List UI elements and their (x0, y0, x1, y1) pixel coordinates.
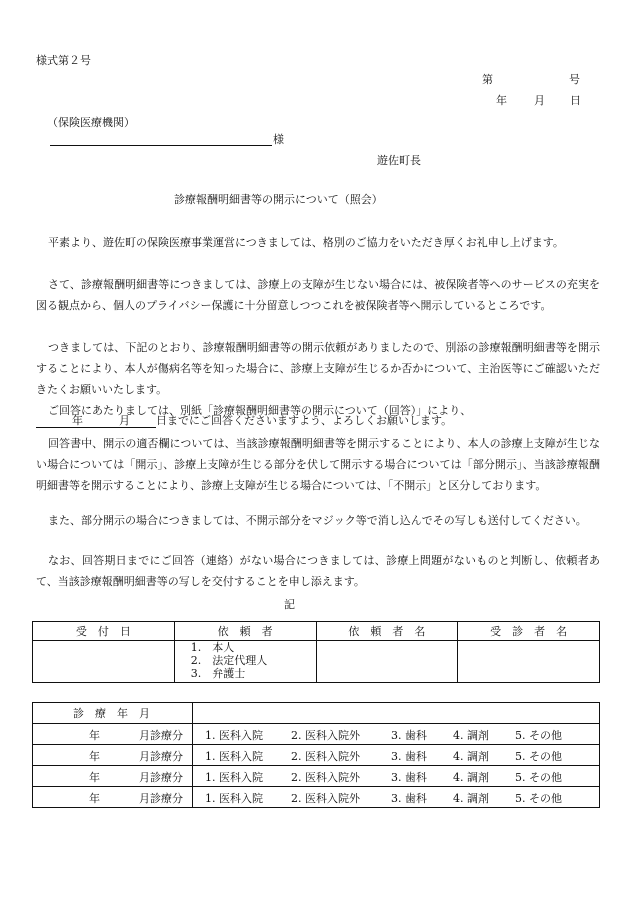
option-dental: 3. 歯科 (391, 729, 427, 742)
form-number: 様式第２号 (36, 54, 91, 67)
deadline-month-blank (83, 415, 119, 428)
row-options (193, 724, 600, 745)
treatment-row (33, 724, 600, 745)
cell-reception-date[interactable] (33, 641, 175, 683)
body-paragraph-3: つきましては、下記のとおり、診療報酬明細書等の開示依頼がありましたので、別添の診療報酬明細書等を開示することにより、本人が傷病名等を知った場合に、診療上支障が生じるか否かについて、主治医等にご確認いただきたくお願いいたします。 (36, 341, 600, 396)
document-title: 診療報酬明細書等の開示について（照会） (174, 193, 383, 206)
cell-requester-options (174, 641, 316, 683)
row-period (33, 745, 193, 766)
row-period (33, 724, 193, 745)
body-paragraph-4: ご回答にあたりましては、別紙「診療報酬明細書等の開示について（回答）」により、 (48, 404, 472, 417)
recipient-name-line (50, 133, 272, 146)
date-day: 日 (570, 94, 581, 107)
row-period (33, 766, 193, 787)
option-medical-outpatient: 2. 医科入院外 (291, 792, 360, 805)
body-paragraph-1: 平素より、遊佐町の保険医療事業運営につきましては、格別のご協力をいただき厚くお礼申し上げます。 (48, 236, 564, 249)
option-dental: 3. 歯科 (391, 750, 427, 763)
cell-patient-name[interactable] (458, 641, 600, 683)
deadline-month: 月 (119, 414, 130, 427)
date-month: 月 (534, 94, 545, 107)
deadline-line (36, 414, 452, 428)
header-requester-name: 依 頼 者 名 (316, 622, 458, 641)
doc-number-prefix: 第 (482, 73, 493, 86)
header-patient-name: 受 診 者 名 (458, 622, 600, 641)
option-medical-inpatient: 1. 医科入院 (205, 771, 263, 784)
treatment-row (33, 745, 600, 766)
option-dental: 3. 歯科 (391, 792, 427, 805)
deadline-text: 日までにご回答くださいますよう、よろしくお願いします。 (156, 414, 453, 427)
row-period (33, 787, 193, 808)
recipient-honorific: 様 (273, 133, 284, 146)
deadline-year: 年 (72, 414, 83, 427)
option-other: 5. その他 (515, 771, 562, 784)
option-other: 5. その他 (515, 792, 562, 805)
row-options (193, 787, 600, 808)
header-blank (193, 703, 600, 724)
row-month: 月診療分 (139, 750, 183, 763)
cell-requester-name[interactable] (316, 641, 458, 683)
body-paragraph-2: さて、診療報酬明細書等につきましては、診療上の支障が生じない場合には、被保険者等へのサービスの充実を図る観点から、個人のプライバシー保護に十分留意しつつこれを被保険者等へ開示しているところです。 (36, 278, 600, 312)
option-dental: 3. 歯科 (391, 771, 427, 784)
option-medical-outpatient: 2. 医科入院外 (291, 750, 360, 763)
header-requester: 依 頼 者 (174, 622, 316, 641)
date-year: 年 (496, 94, 507, 107)
treatment-row (33, 787, 600, 808)
row-year: 年 (89, 792, 100, 805)
row-options (193, 745, 600, 766)
deadline-year-blank (36, 415, 72, 428)
option-other: 5. その他 (515, 729, 562, 742)
row-year: 年 (89, 729, 100, 742)
requester-option-3: 3. 弁護士 (190, 667, 246, 680)
recipient-org-label: （保険医療機関） (47, 116, 135, 129)
row-month: 月診療分 (139, 792, 183, 805)
option-other: 5. その他 (515, 750, 562, 763)
header-reception-date: 受 付 日 (33, 622, 175, 641)
requester-option-2: 2. 法定代理人 (190, 654, 268, 667)
row-month: 月診療分 (139, 729, 183, 742)
row-month: 月診療分 (139, 771, 183, 784)
row-year: 年 (89, 771, 100, 784)
option-dispensing: 4. 調剤 (453, 771, 489, 784)
row-year: 年 (89, 750, 100, 763)
request-info-table (32, 621, 600, 683)
option-dispensing: 4. 調剤 (453, 729, 489, 742)
option-dispensing: 4. 調剤 (453, 750, 489, 763)
deadline-day-blank (130, 415, 156, 428)
row-options (193, 766, 600, 787)
option-medical-outpatient: 2. 医科入院外 (291, 729, 360, 742)
option-medical-inpatient: 1. 医科入院 (205, 729, 263, 742)
body-paragraph-6: また、部分開示の場合につきましては、不開示部分をマジック等で消し込んでその写しも送付してください。 (48, 514, 587, 527)
treatment-month-table (32, 702, 600, 808)
treatment-row (33, 766, 600, 787)
doc-number-suffix: 号 (569, 73, 580, 86)
option-dispensing: 4. 調剤 (453, 792, 489, 805)
body-paragraph-5: 回答書中、開示の適否欄については、当該診療報酬明細書等を開示することにより、本人の診療上支障が生じない場合については「開示」、診療上支障が生じる部分を伏して開示する場合については「部分開示」、当該診療報酬明細書等を開示することにより、診療上支障が生じる場合については、「不開示」と区分しております。 (36, 437, 600, 492)
option-medical-inpatient: 1. 医科入院 (205, 792, 263, 805)
option-medical-inpatient: 1. 医科入院 (205, 750, 263, 763)
header-treatment-month: 診 療 年 月 (33, 703, 193, 724)
requester-option-1: 1. 本人 (190, 641, 235, 654)
sender-name: 遊佐町長 (377, 154, 421, 167)
option-medical-outpatient: 2. 医科入院外 (291, 771, 360, 784)
body-paragraph-7: なお、回答期日までにご回答（連絡）がない場合につきましては、診療上問題がないものと判断し、依頼者あて、当該診療報酬明細書等の写しを交付することを申し添えます。 (36, 554, 600, 588)
ki-heading: 記 (284, 598, 295, 611)
